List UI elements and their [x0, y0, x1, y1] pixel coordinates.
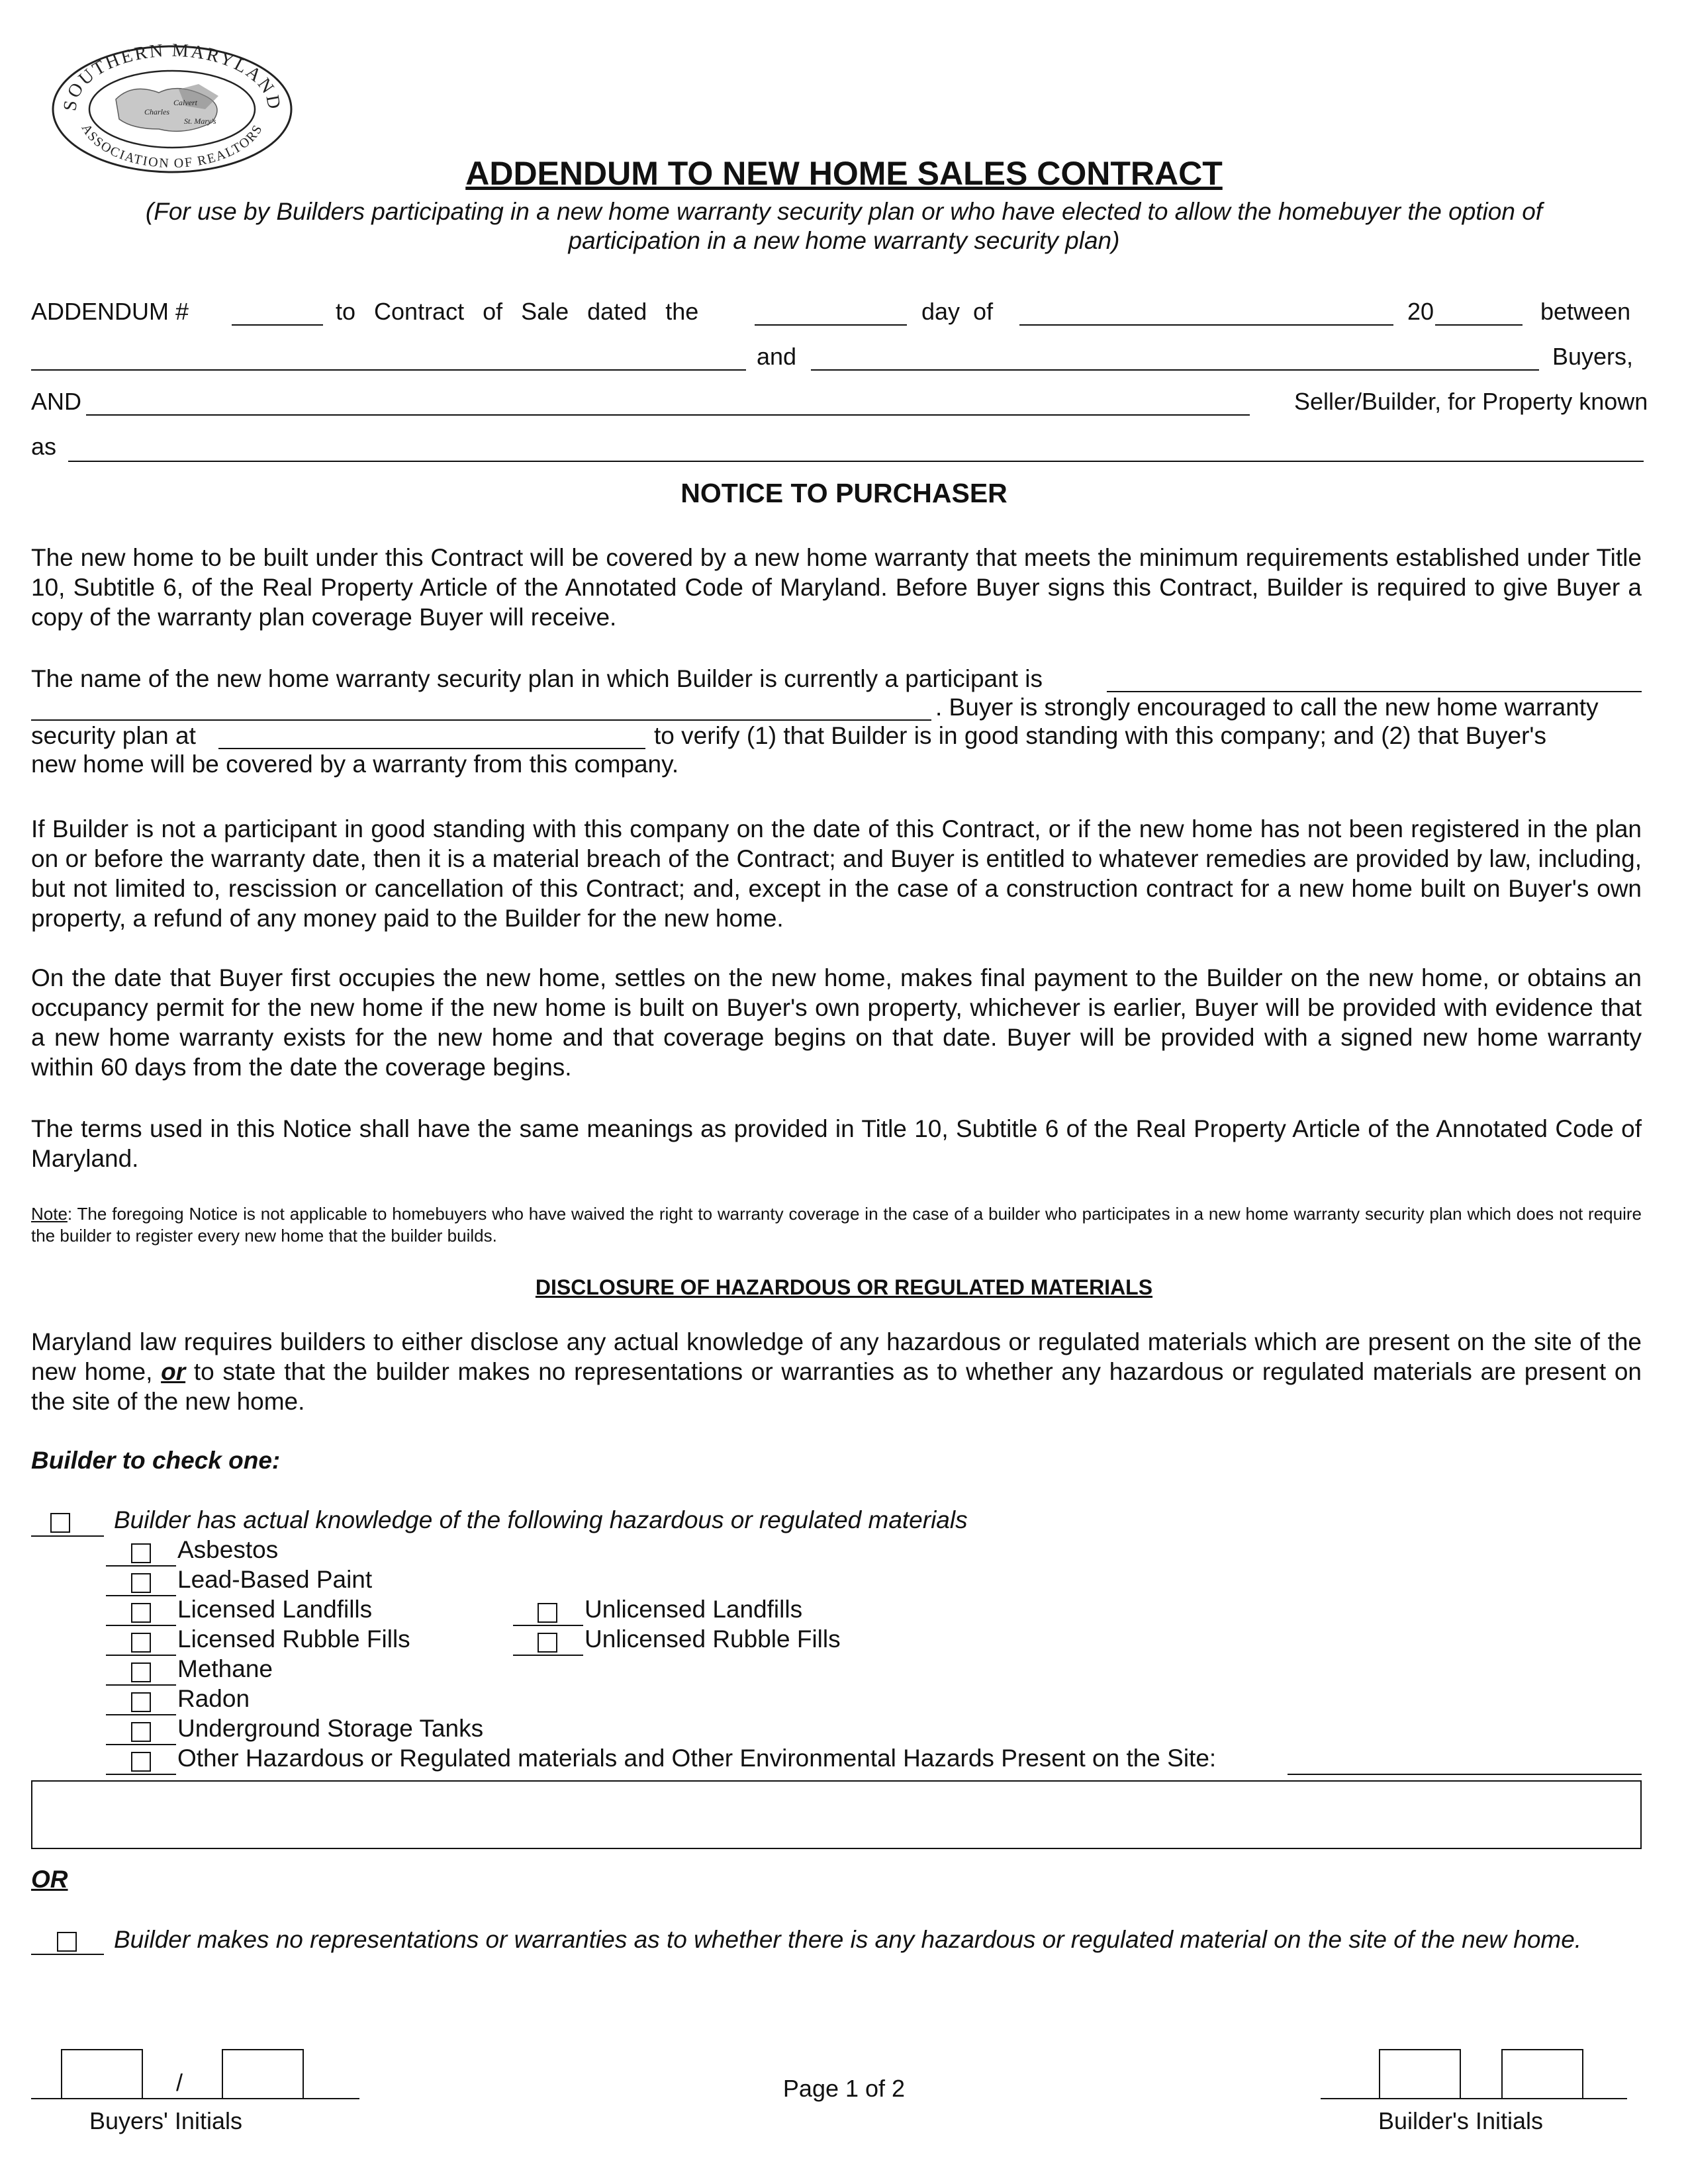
underground-tanks-checkbox[interactable]: [131, 1722, 151, 1742]
contract-month-field[interactable]: [1019, 324, 1393, 326]
radon-checkbox[interactable]: [131, 1692, 151, 1712]
licensed-landfills-checkbox[interactable]: [131, 1603, 151, 1623]
buyer-2-name-field[interactable]: [811, 369, 1539, 371]
methane-label: Methane: [177, 1655, 273, 1682]
warranty-plan-name-label: The name of the new home warranty security plan in which Builder is currently a participant is: [31, 665, 1043, 692]
note-text: : The foregoing Notice is not applicable to homebuyers who have waived the right to warranty coverage in the case of a builder who participates in a new home warranty security plan which does not require the builder to register every new home that the builder builds.: [31, 1204, 1642, 1246]
security-plan-phone-field[interactable]: [218, 748, 645, 749]
svg-text:ASSOCIATION OF REALTORS: ASSOCIATION OF REALTORS: [78, 121, 266, 171]
contract-day-field[interactable]: [755, 324, 907, 326]
covered-text: new home will be covered by a warranty from this company.: [31, 751, 679, 778]
option-1-label: Builder has actual knowledge of the following hazardous or regulated materials: [114, 1506, 968, 1533]
licensed-rubble-checkbox[interactable]: [131, 1633, 151, 1653]
contract-dated-label: to Contract of Sale dated the: [336, 298, 699, 325]
disclosure-text-b: to state that the builder makes no representations or warranties as to whether any hazardous or regulated materials are present on the site of the new home.: [31, 1358, 1642, 1415]
subtitle-line-1: (For use by Builders participating in a new home warranty security plan or who have elected to allow the homebuyer the option of: [145, 198, 1543, 225]
unlicensed-landfills-label: Unlicensed Landfills: [585, 1596, 803, 1623]
licensed-rubble-label: Licensed Rubble Fills: [177, 1625, 410, 1653]
security-plan-at-label: security plan at: [31, 722, 196, 749]
disclosure-paragraph: [31, 1327, 1642, 1416]
other-hazards-description-box[interactable]: [31, 1780, 1642, 1849]
or-separator: OR: [31, 1866, 68, 1893]
unlicensed-landfills-checkbox[interactable]: [538, 1603, 557, 1623]
contract-year-field[interactable]: [1435, 324, 1523, 326]
builders-initials-label: Builder's Initials: [1378, 2107, 1543, 2134]
buyers-label: Buyers,: [1552, 343, 1634, 370]
seller-builder-label: Seller/Builder, for Property known: [1294, 388, 1648, 415]
other-hazards-label: Other Hazardous or Regulated materials and Other Environmental Hazards Present on the Site:: [177, 1745, 1217, 1772]
builder-check-one-label: Builder to check one:: [31, 1447, 281, 1474]
underground-tanks-label: Underground Storage Tanks: [177, 1715, 484, 1742]
svg-text:Calvert: Calvert: [173, 98, 197, 107]
between-label: between: [1540, 298, 1631, 325]
unlicensed-rubble-checkbox[interactable]: [538, 1633, 557, 1653]
warranty-plan-name-field-1[interactable]: [1107, 691, 1642, 692]
call-encouragement-text: . Buyer is strongly encouraged to call the new home warranty: [935, 694, 1599, 721]
subtitle-line-2: participation in a new home warranty security plan): [568, 227, 1120, 254]
radon-label: Radon: [177, 1685, 250, 1712]
buyers-initials-label: Buyers' Initials: [89, 2107, 242, 2134]
addendum-number-field[interactable]: [232, 324, 323, 326]
and-caps-label: AND: [31, 388, 82, 415]
option-1-underline: [31, 1535, 104, 1537]
lead-paint-checkbox[interactable]: [131, 1573, 151, 1593]
notice-paragraph-1: The new home to be built under this Contract will be covered by a new home warranty that meets the minimum requirements established under Title 10, Subtitle 6, of the Real Property Article of the Annotated Code of Maryland. Before Buyer signs this Contract, Builder is required to give Buyer a copy of the warranty plan coverage Buyer will receive.: [31, 544, 1642, 631]
initials-slash: /: [176, 2069, 183, 2096]
page-title: ADDENDUM TO NEW HOME SALES CONTRACT: [465, 155, 1223, 192]
option-1-checkbox[interactable]: [50, 1513, 70, 1533]
page-number: Page 1 of 2: [782, 2075, 906, 2102]
notice-heading: NOTICE TO PURCHASER: [680, 478, 1008, 508]
notice-paragraph-5: The terms used in this Notice shall have the same meanings as provided in Title 10, Subtitle 6 of the Real Property Article of the Annotated Code of Maryland.: [31, 1115, 1642, 1172]
methane-checkbox[interactable]: [131, 1662, 151, 1682]
unlicensed-rubble-label: Unlicensed Rubble Fills: [585, 1625, 841, 1653]
builder-initials-box-1[interactable]: [1379, 2049, 1461, 2099]
as-label: as: [31, 433, 57, 460]
svg-text:SOUTHERN MARYLAND: SOUTHERN MARYLAND: [60, 40, 285, 113]
svg-text:St. Mary's: St. Mary's: [184, 116, 216, 126]
disclosure-or-emphasis: or: [161, 1358, 186, 1385]
buyer-1-name-field[interactable]: [31, 369, 746, 371]
verify-text: to verify (1) that Builder is in good standing with this company; and (2) that Buyer's: [654, 722, 1546, 749]
option-2-label: Builder makes no representations or warranties as to whether there is any hazardous or regulated material on the site of the new home.: [114, 1926, 1582, 1953]
note-block: [31, 1203, 1642, 1247]
note-label: Note: [31, 1204, 68, 1224]
disclosure-heading: DISCLOSURE OF HAZARDOUS OR REGULATED MATERIALS: [535, 1275, 1153, 1299]
property-address-field[interactable]: [68, 461, 1644, 462]
disclosure-text-a: Maryland law requires builders to either disclose any actual knowledge of any hazardous or regulated materials which are present on the site of the new home,: [31, 1328, 1642, 1385]
year-prefix: 20: [1407, 298, 1434, 325]
svg-text:Charles: Charles: [144, 107, 170, 116]
addendum-label: ADDENDUM #: [31, 298, 189, 325]
asbestos-checkbox[interactable]: [131, 1543, 151, 1563]
licensed-landfills-label: Licensed Landfills: [177, 1596, 373, 1623]
asbestos-label: Asbestos: [177, 1536, 279, 1563]
and-label: and: [757, 343, 797, 370]
warranty-plan-name-field-2[interactable]: [31, 719, 931, 721]
notice-paragraph-3: If Builder is not a participant in good standing with this company on the date of this Contract, or if the new home has not been registered in the plan on or before the warranty date, then it is a material breach of the Contract; and Buyer is entitled to whatever remedies are provided by law, including, but not limited to, rescission or cancellation of this Contract; and, except in the case of a construction contract for a new home built on Buyer's own property, a refund of any money paid to the Builder for the new home.: [31, 815, 1642, 932]
builder-initials-box-2[interactable]: [1501, 2049, 1583, 2099]
notice-paragraph-4: On the date that Buyer first occupies the new home, settles on the new home, makes final payment to the Builder on the new home, or obtains an occupancy permit for the new home if the new home is built on Buyer's own property, whichever is earlier, Buyer will be provided with evidence that a new home warranty exists for the new home and that coverage begins on that date. Buyer will be provided with a signed new home warranty within 60 days from the date the coverage begins.: [31, 964, 1642, 1081]
day-of-label: day of: [921, 298, 994, 325]
lead-paint-label: Lead-Based Paint: [177, 1566, 373, 1593]
seller-builder-name-field[interactable]: [86, 414, 1250, 416]
other-hazards-checkbox[interactable]: [131, 1752, 151, 1772]
